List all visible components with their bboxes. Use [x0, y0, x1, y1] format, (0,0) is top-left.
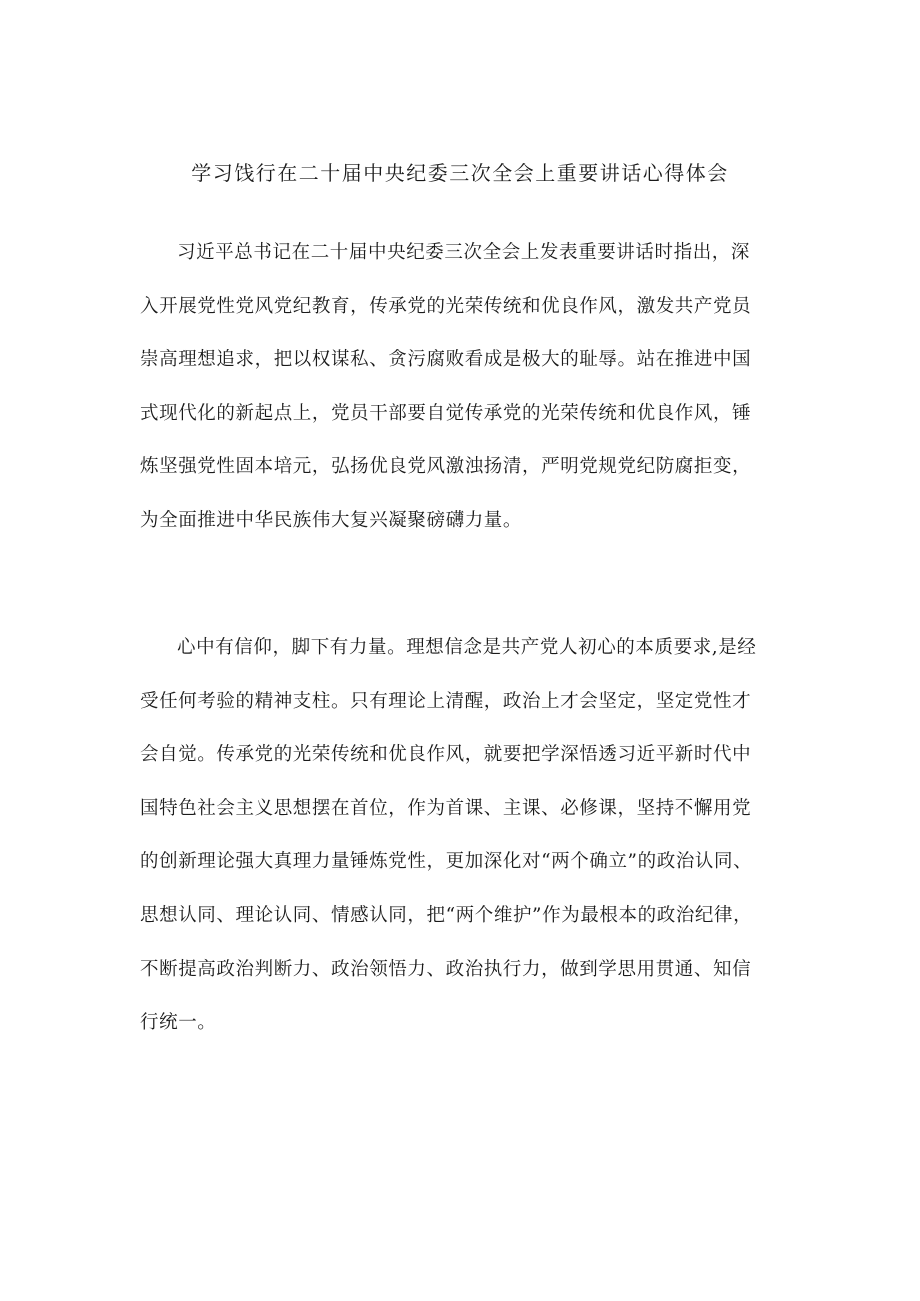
paragraph-line: 为全面推进中华民族伟大复兴凝聚磅礴力量。	[140, 509, 523, 531]
paragraph-line: 受任何考验的精神支柱。只有理论上清醒，政治上才会坚定，坚定党性才	[140, 690, 752, 712]
paragraph-line: 会自觉。传承党的光荣传统和优良作风，就要把学深悟透习近平新时代中	[140, 744, 752, 766]
paragraph-line: 式现代化的新起点上，党员干部要自觉传承党的光荣传统和优良作风，锤	[140, 402, 752, 424]
paragraph-line: 思想认同、理论认同、情感认同，把“两个维护”作为最根本的政治纪律，	[140, 904, 753, 926]
paragraph-line: 国特色社会主义思想摆在首位，作为首课、主课、必修课，坚持不懈用党	[140, 797, 752, 819]
paragraph-line: 行统一。	[140, 1012, 217, 1034]
paragraph-line: 心中有信仰，脚下有力量。理想信念是共产党人初心的本质要求,是经	[177, 637, 757, 658]
paragraph-1	[140, 236, 785, 558]
paragraph-2	[140, 631, 785, 1060]
paragraph-line: 不断提高政治判断力、政治领悟力、政治执行力，做到学思用贯通、知信	[140, 958, 752, 980]
paragraph-line: 的创新理论强大真理力量锤炼党性，更加深化对“两个确立”的政治认同、	[140, 851, 753, 873]
paragraph-line: 崇高理想追求，把以权谋私、贪污腐败看成是极大的耻辱。站在推进中国	[140, 349, 752, 371]
paragraph-line: 入开展党性党风党纪教育，传承党的光荣传统和优良作风，激发共产党员	[140, 295, 752, 317]
document-title: 学习饯行在二十届中央纪委三次全会上重要讲话心得体会	[191, 161, 729, 185]
paragraph-line: 习近平总书记在二十届中央纪委三次全会上发表重要讲话时指出，深	[177, 242, 751, 263]
paragraph-line: 炼坚强党性固本培元，弘扬优良党风激浊扬清，严明党规党纪防腐拒变，	[140, 456, 752, 478]
